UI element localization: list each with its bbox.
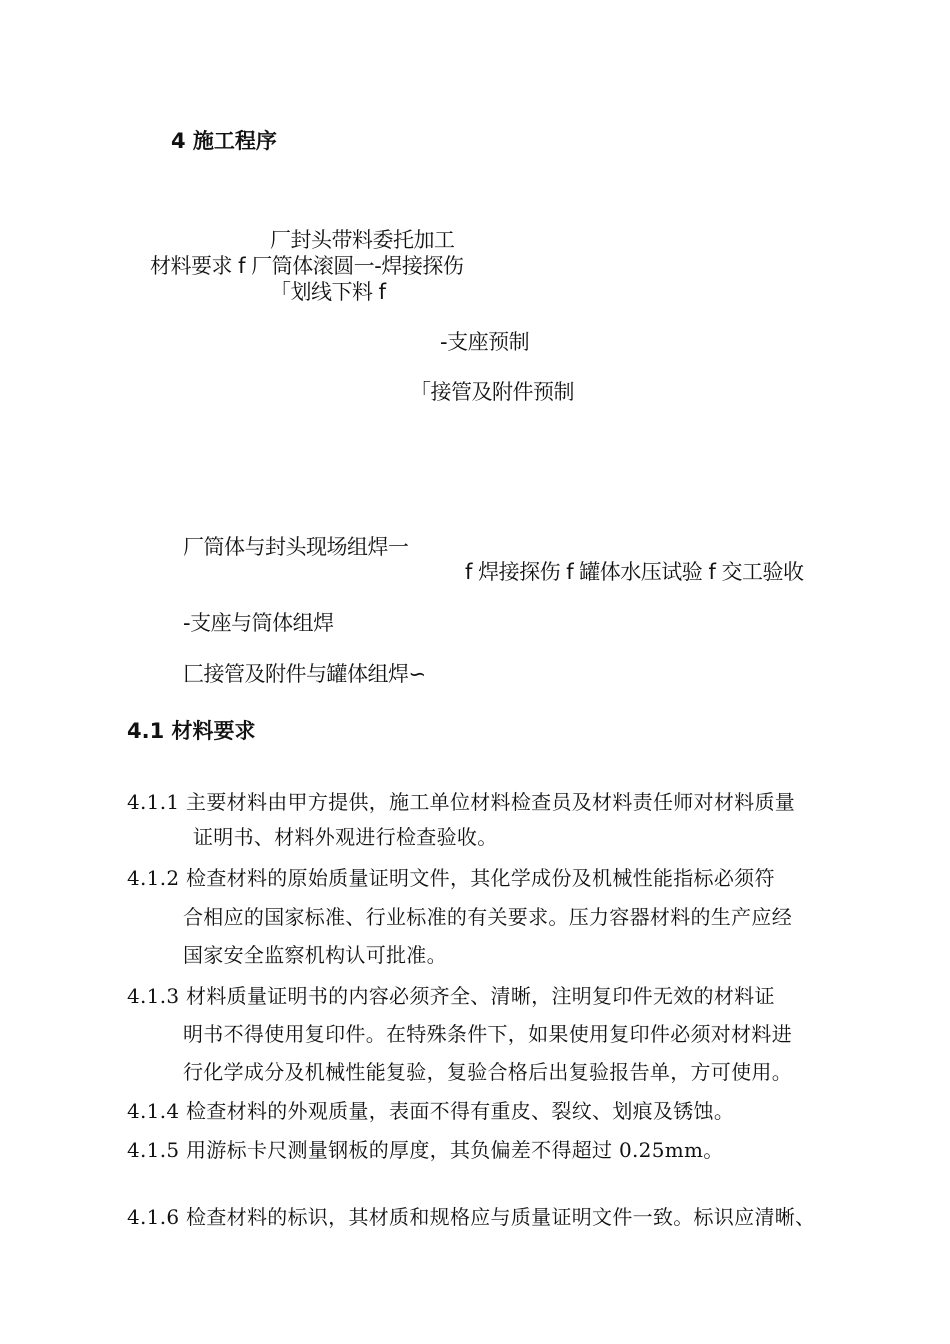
flow-step-shell-head-assembly: 厂筒体与封头现场组焊一 — [183, 535, 409, 559]
flow-step-marking-cutting: 「划线下料 f — [270, 280, 386, 304]
paragraph-line: 4.1.3 材料质量证明书的内容必须齐全、清晰，注明复印件无效的材料证 — [127, 984, 775, 1008]
paragraph-line: 合相应的国家标准、行业标准的有关要求。压力容器材料的生产应经 — [183, 905, 792, 929]
paragraph-line: 证明书、材料外观进行检查验收。 — [193, 825, 498, 849]
subsection-title: 4.1 材料要求 — [127, 719, 256, 743]
paragraph-line: 4.1.2 检查材料的原始质量证明文件，其化学成份及机械性能指标必须符 — [127, 866, 775, 890]
paragraph-line: 明书不得使用复印件。在特殊条件下，如果使用复印件必须对材料进 — [183, 1022, 792, 1046]
paragraph-line: 国家安全监察机构认可批准。 — [183, 943, 447, 967]
flow-step-nozzle-welding: 匚接管及附件与罐体组焊∽ — [183, 662, 426, 686]
flow-step-inspection-acceptance: f 焊接探伤 f 罐体水压试验 f 交工验收 — [465, 560, 804, 584]
section-title: 4 施工程序 — [171, 129, 277, 153]
paragraph-4-1-5: 4.1.5 用游标卡尺测量钢板的厚度，其负偏差不得超过 0.25mm。 — [127, 1138, 724, 1162]
flow-step-material-requirements: 材料要求 f 厂筒体滚圆一-焊接探伤 — [150, 254, 464, 278]
flow-step-head-blank: 厂封头带料委托加工 — [270, 228, 455, 252]
flow-step-support-prefab: -支座预制 — [440, 330, 530, 354]
paragraph-line: 4.1.1 主要材料由甲方提供，施工单位材料检查员及材料责任师对材料质量 — [127, 790, 796, 814]
flow-step-nozzle-prefab: 「接管及附件预制 — [410, 380, 574, 404]
paragraph-4-1-6: 4.1.6 检查材料的标识，其材质和规格应与质量证明文件一致。标识应清晰、 — [127, 1205, 816, 1229]
flow-step-support-welding: -支座与筒体组焊 — [183, 611, 334, 635]
paragraph-4-1-4: 4.1.4 检查材料的外观质量，表面不得有重皮、裂纹、划痕及锈蚀。 — [127, 1099, 735, 1123]
paragraph-line: 行化学成分及机械性能复验，复验合格后出复验报告单，方可使用。 — [183, 1060, 792, 1084]
